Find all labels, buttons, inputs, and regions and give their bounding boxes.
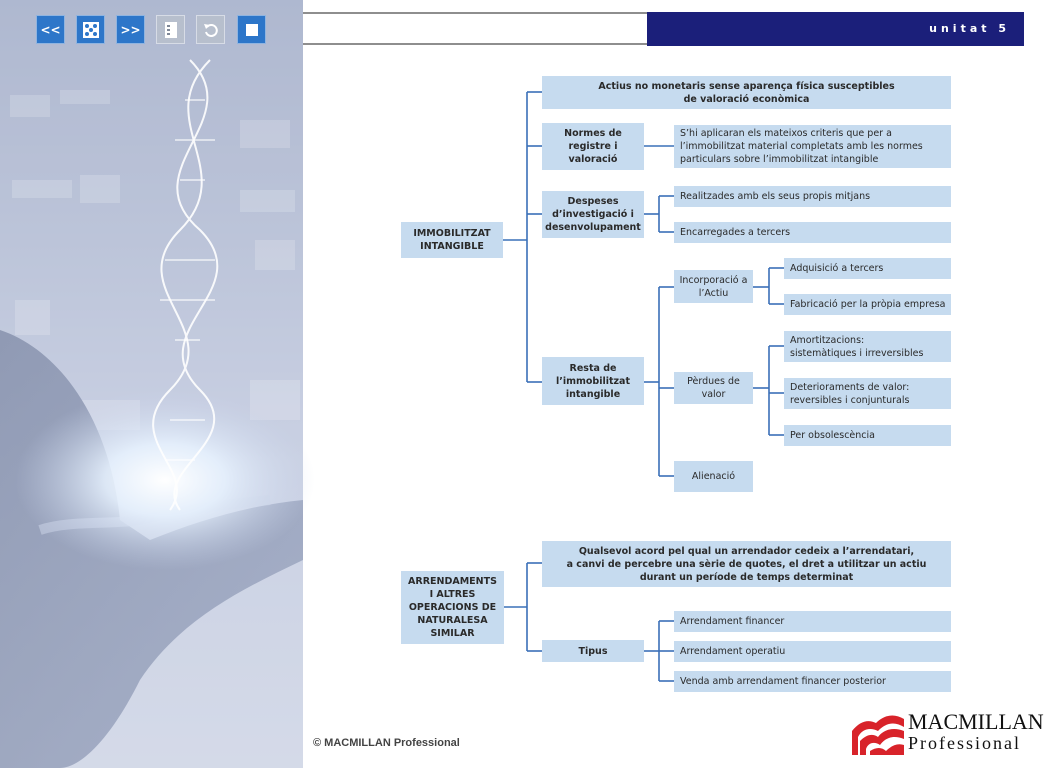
node-deterioraments-label: Deterioraments de valor: reversibles i conjunturals [790,381,910,406]
node-tipus-label: Tipus [578,645,608,657]
macmillan-logo [850,705,1044,757]
node-despeses [542,191,644,238]
next-label: >> [120,22,141,37]
node-incorporacio [674,270,753,303]
node-fabricacio [784,294,951,315]
node-resta-label: Resta de l’immobilitzat intangible [555,362,631,400]
definition-arrendaments [542,541,951,587]
node-alienacio-label: Alienació [691,471,736,482]
node-obsolescencia-label: Per obsolescència [790,430,875,441]
node-arrendament-financer [674,611,951,632]
node-perdues [674,372,753,404]
node-adquisicio [784,258,951,279]
previous-label: << [40,22,61,37]
node-despeses-propis [674,186,951,207]
node-alienacio [674,461,753,492]
root-immobilitzat-intangible [401,222,503,258]
node-deterioraments [784,378,951,409]
node-resta [542,357,644,405]
node-arrendament-operatiu [674,641,951,662]
node-incorporacio-label: Incorporació a l’Actiu [679,274,748,299]
node-venda-arrendament-label: Venda amb arrendament financer posterior [680,676,886,687]
logo-wordmark-bottom: Professional [908,733,1021,753]
node-normes-description [674,125,951,168]
root-immobilitzat-label: IMMOBILITZAT INTANGIBLE [413,228,491,252]
root-arrendaments-label: ARRENDAMENTS I ALTRES OPERACIONS DE NATURALESA SIMILAR [408,576,497,639]
definition-immobilitzat-label: Actius no monetaris sense aparença física susceptibles de valoració econòmica [598,80,895,105]
node-tipus [542,640,644,662]
unit-title: unitat 5 [929,22,1010,35]
node-normes [542,123,644,170]
node-despeses-tercers [674,222,951,243]
node-amortitzacions [784,331,951,362]
root-arrendaments [401,571,504,644]
node-venda-arrendament [674,671,951,692]
node-normes-description-label: S’hi aplicaran els mateixos criteris que per a l’immobilitzat material completats amb les normes particulars sobre l’immobilitzat intangible [680,128,923,165]
node-arrendament-operatiu-label: Arrendament operatiu [680,646,786,657]
node-normes-label: Normes de registre i valoració [564,128,622,165]
node-arrendament-financer-label: Arrendament financer [680,616,785,627]
node-adquisicio-label: Adquisició a tercers [790,263,884,274]
logo-wordmark-top: MACMILLAN [908,709,1044,734]
node-despeses-propis-label: Realitzades amb els seus propis mitjans [680,191,871,202]
definition-arrendaments-label: Qualsevol acord pel qual un arrendador cedeix a l’arrendatari, a canvi de percebre una sèrie de quotes, el dret a utilitzar un actiu durant un període de temps determinat [566,545,927,583]
node-despeses-tercers-label: Encarregades a tercers [680,227,791,238]
definition-immobilitzat [542,76,951,109]
node-perdues-label: Pèrdues de valor [687,376,740,400]
node-obsolescencia [784,425,951,446]
macmillan-logo-icon [850,707,906,757]
node-amortitzacions-label: Amortitzacions: sistemàtiques i irreversibles [790,334,924,359]
copyright-text: © MACMILLAN Professional [313,737,460,749]
node-despeses-label: Despeses d’investigació i desenvolupament [545,196,641,233]
node-fabricacio-label: Fabricació per la pròpia empresa [790,299,946,310]
